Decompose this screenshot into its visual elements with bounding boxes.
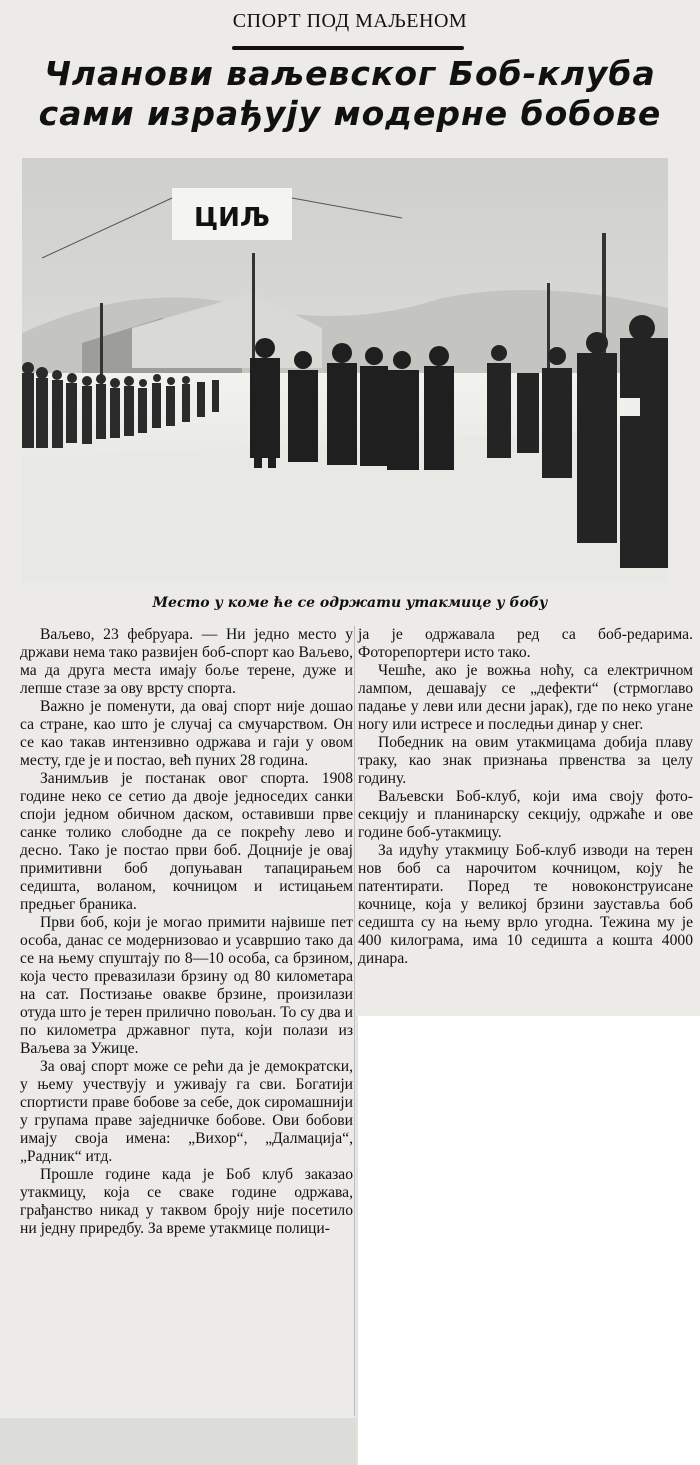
article-column-right xyxy=(358,626,693,968)
photo-caption: Место у коме ће се одржати утакмице у бобу xyxy=(152,595,548,611)
paragraph: За идућу утакмицу Боб-клуб изводи на терен нов боб са нарочитом кочницом, коју ће патентирати. Поред те новоконструисане кочнице, која у великој брзини зауставља боб седишта су на њему врло угодна. Тежина му је 400 килограма, има 10 седишта а кошта 4000 динара. xyxy=(358,842,693,967)
article-headline xyxy=(20,54,680,134)
section-rubric: СПОРТ ПОД МАЉЕНОМ xyxy=(232,10,468,32)
paragraph: Ваљево, 23 фебруара. — Ни једно место у држави нема тако развијен боб-спорт као Ваљево, ма да друга места имају боље терене, дуже и лепше стазе за ову врсту спорта. xyxy=(20,626,353,697)
column-divider xyxy=(354,626,355,1416)
article-column-left xyxy=(20,626,353,1238)
paragraph: Важно је поменути, да овај спорт није дошао са стране, као што је случај са смучарством. Он се као такав интензивно одржава и гаји у овом месту, где је и постао, већ пуних 28 година. xyxy=(20,698,353,769)
paragraph: Победник на овим утакмицама добија плаву траку, као знак признања првенства за целу годину. xyxy=(358,734,693,787)
clipping-bottom-edge xyxy=(0,1418,356,1465)
blank-area xyxy=(358,1016,700,1465)
headline-line-2: сами израђују модерне бобове xyxy=(38,94,662,133)
paragraph: Ваљевски Боб-клуб, који има своју фото-секцију и планинарску секцију, одржаће и ове године боб-утакмицу. xyxy=(358,788,693,841)
rubric-underline xyxy=(232,46,464,50)
headline-line-1: Чланови ваљевског Боб-клуба xyxy=(44,54,656,93)
paragraph: Први боб, који је могао примити највише пет особа, данас се модернизовао и усавршио тако да се на њему спуштају по 8—10 особа, са брзином, која често превазилази брзину од 80 километара на сат. Постизање овакве брзине, произилази отуда што је терен прилично повољан. То су два и по километра државног пута, који полази из Ваљева за Ужице. xyxy=(20,914,353,1057)
news-photo xyxy=(22,158,668,583)
paragraph-continued: ја је одржавала ред са боб-редарима. Фоторепортери исто тако. xyxy=(358,626,693,661)
photo-banner-text: ЦИЉ xyxy=(194,203,270,233)
paragraph: Занимљив је постанак овог спорта. 1908 године неко се сетио да двоје једноседих санки споји једном обичном даском, оставивши прве санке толико слободне да се покрећу лево и десно. Тако је постао први боб. Доцније је овај примитивни боб допуњаван тапацирањем седишта, воланом, кочницом и истицањем предњег браника. xyxy=(20,770,353,913)
paragraph: Прошле године када је Боб клуб заказао утакмицу, која се сваке године одржава, грађанство никад у таквом броју није посетило ни једну приредбу. За време утакмице полици- xyxy=(20,1166,353,1237)
paragraph: Чешће, ако је вожња ноћу, са електричном лампом, дешавају се „дефекти“ (стрмоглаво падање у леви или десни јарак), где по неко угане ногу или истресе и последњи динар у снег. xyxy=(358,662,693,733)
paragraph: За овај спорт може се рећи да је демократски, у њему учествују и уживају га сви. Богатији спортисти праве бобове за себе, док сиромашнији у групама праве заједничке бобове. Ови бобови имају своја имена: „Вихор“, „Далмација“, „Радник“ итд. xyxy=(20,1058,353,1165)
photo-bobsled-finish-line xyxy=(22,158,668,583)
